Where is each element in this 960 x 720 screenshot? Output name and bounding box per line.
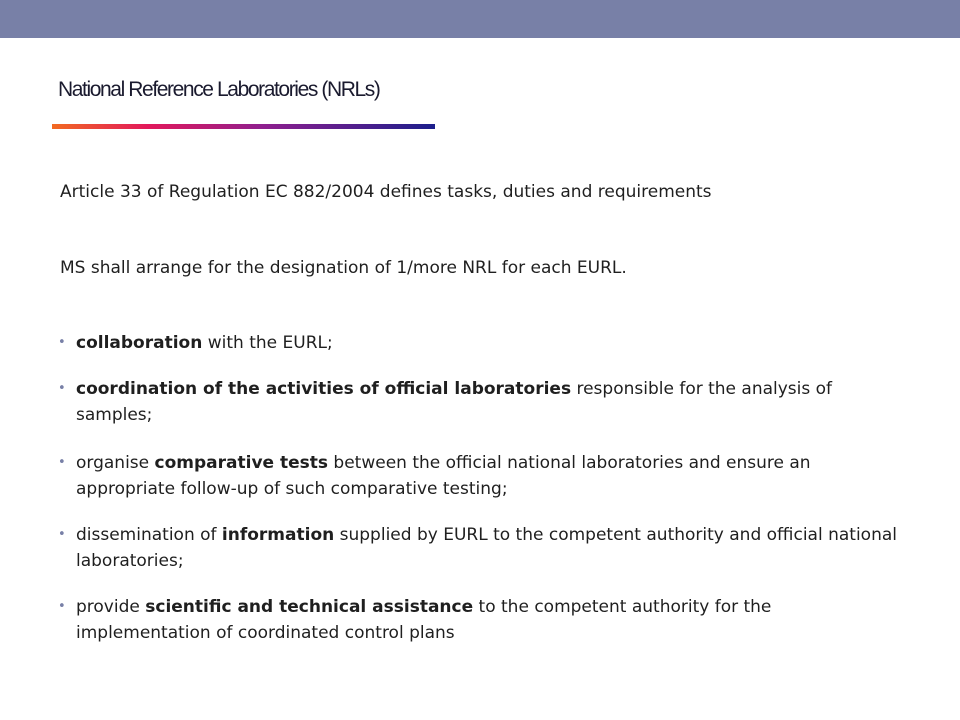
bullet-bold-text: collaboration: [76, 333, 203, 353]
bullet-icon: •: [58, 381, 66, 396]
bullet-bold-text: scientific and technical assistance: [145, 597, 474, 617]
top-band: [0, 0, 960, 38]
bullet-icon: •: [58, 455, 66, 470]
bullet-icon: •: [58, 599, 66, 614]
bullet-bold-text: coordination of the activities of official laboratories: [76, 379, 572, 399]
bullet-bold-text: information: [221, 525, 335, 545]
bullet-item-dissemination: [58, 522, 908, 574]
bullet-icon: •: [58, 527, 66, 542]
bullet-item-comparative-tests: [58, 450, 908, 502]
bullet-text: with the EURL;: [202, 333, 333, 353]
bullet-lead-text: provide: [76, 597, 146, 617]
bullet-text: responsible for the analysis of samples;: [76, 379, 833, 425]
bullet-icon: •: [58, 335, 66, 350]
bullet-item-coordination: [58, 376, 908, 428]
bullet-lead-text: organise: [76, 453, 155, 473]
title-underline: [52, 124, 435, 129]
bullet-text: between the official national laboratories and ensure an appropriate follow-up of such comparative testing;: [76, 453, 811, 499]
bullet-lead-text: dissemination of: [76, 525, 222, 545]
bullet-item-assistance: [58, 594, 908, 646]
bullet-item-collaboration: [58, 330, 908, 356]
intro-paragraph-1: Article 33 of Regulation EC 882/2004 defines tasks, duties and requirements: [60, 182, 712, 202]
bullet-list: [58, 330, 908, 666]
bullet-text: to the competent authority for the implementation of coordinated control plans: [76, 597, 772, 643]
bullet-bold-text: comparative tests: [154, 453, 329, 473]
bullet-text: supplied by EURL to the competent authority and official national laboratories;: [76, 525, 897, 571]
slide-title: National Reference Laboratories (NRLs): [58, 78, 380, 101]
intro-paragraph-2: MS shall arrange for the designation of 1/more NRL for each EURL.: [60, 258, 627, 278]
